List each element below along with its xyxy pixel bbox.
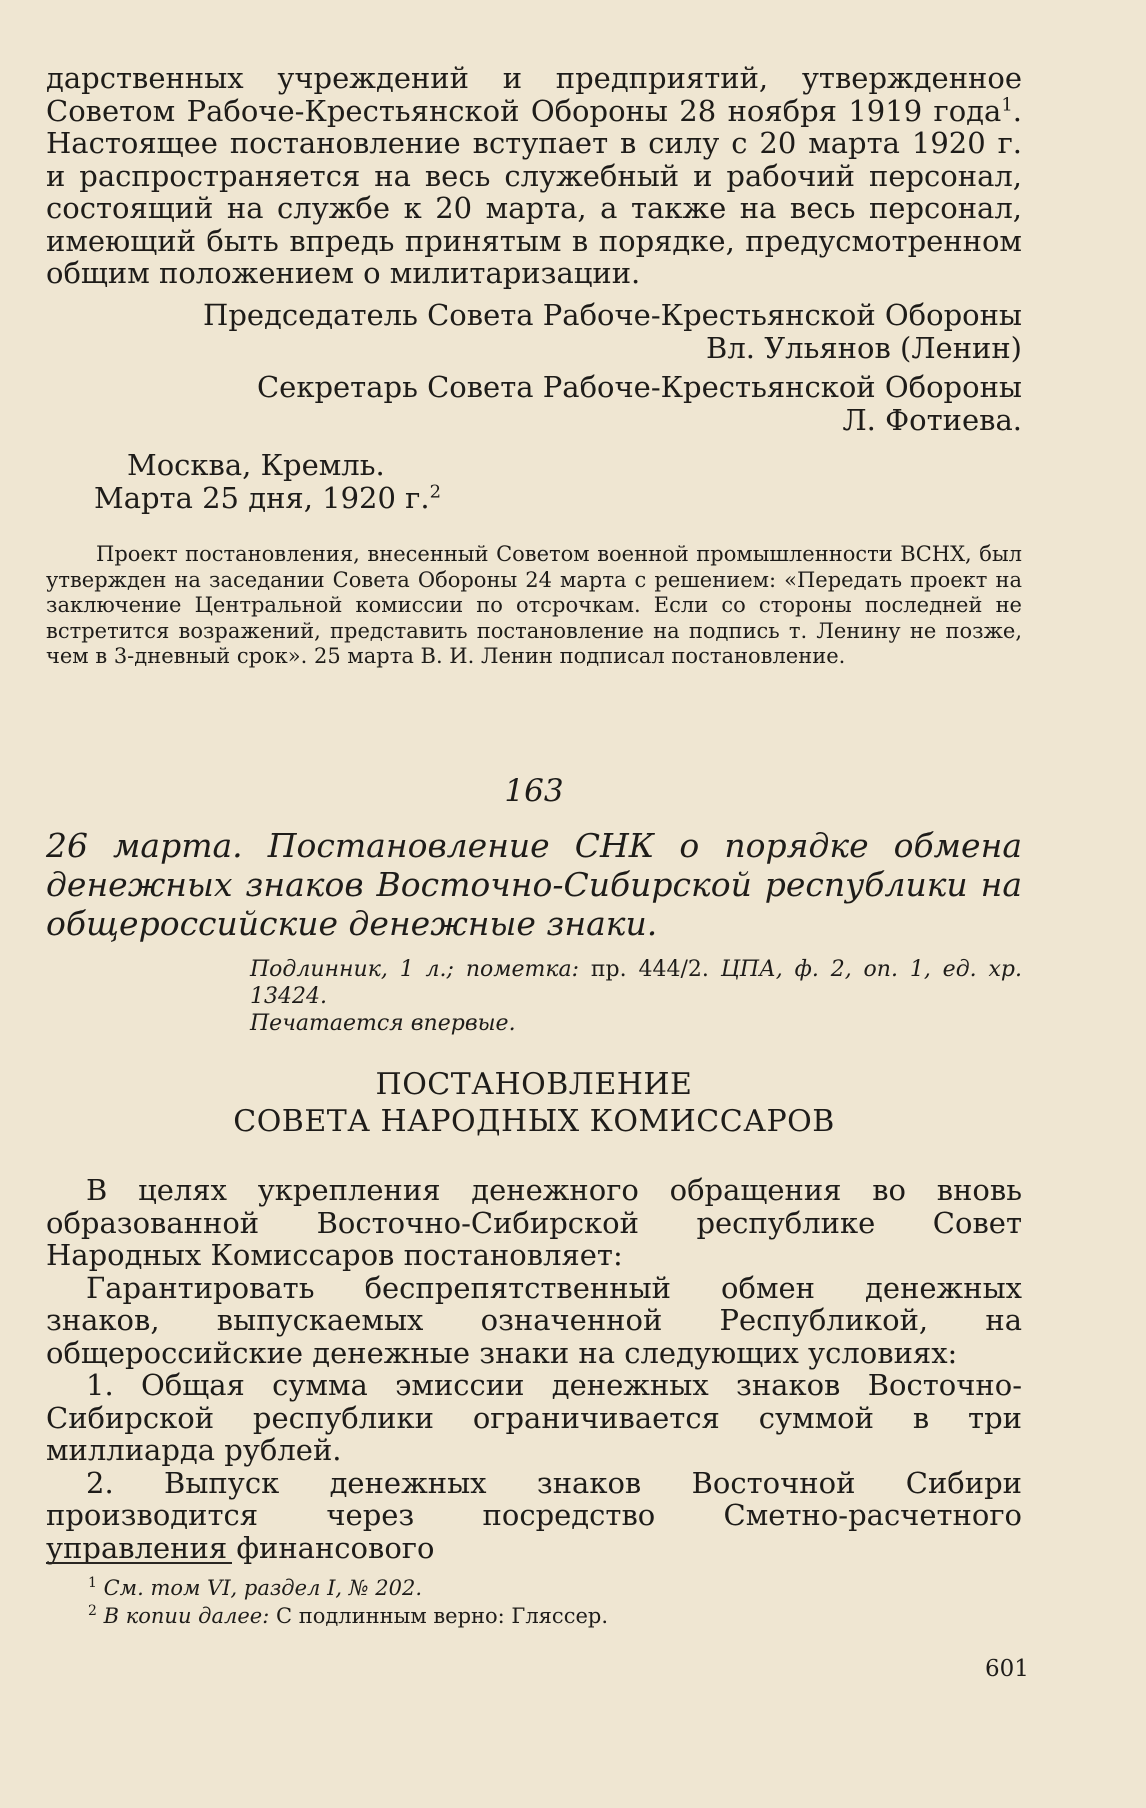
signatures <box>46 299 1022 437</box>
decree-paragraph: 1. Общая сумма эмиссии денежных знаков Восточно-Сибирской республики ограничивается суммой в три миллиарда рублей. <box>46 1368 1022 1467</box>
footnotes <box>88 1574 988 1630</box>
decree-title-line1: ПОСТАНОВЛЕНИЕ <box>375 1067 693 1102</box>
footnote-text: С подлинным верно: Гляссер. <box>275 1604 608 1628</box>
document-heading: 26 марта. Постановление СНК о порядке обмена денежных знаков Восточно-Сибирской республики на общероссийские денежные знаки. <box>46 826 1022 943</box>
paragraph-text: дарственных учреждений и предприятий, утвержденное Советом Рабоче-Крестьянской Обороны 28 ноября 1919 года <box>46 61 1022 128</box>
editorial-note-text: Проект постановления, внесенный Советом военной промышленности ВСНХ, был утвержден на заседании Совета Обороны 24 марта с решением: «Передать проект на заключение Центральной комиссии по отсрочкам. Если со стороны последней не встретится возражений, представить постановление на подпись т. Ленину не позже, чем в 3-дневный срок». 25 марта В. И. Ленин подписал постановление. <box>46 542 1022 668</box>
signature2-title: Секретарь Совета Рабоче-Крестьянской Обороны <box>256 370 1022 404</box>
place: Москва, Кремль. <box>127 448 385 482</box>
footnote-ref: 1 <box>1001 93 1013 115</box>
footnote-1 <box>88 1574 988 1602</box>
source-label: Подлинник, 1 л.; пометка: <box>250 957 580 982</box>
document-heading-block <box>46 826 1022 943</box>
document-number-block <box>46 773 1022 809</box>
editorial-note <box>46 542 1022 670</box>
footnote-text: См. том VI, раздел I, № 202. <box>103 1576 423 1600</box>
footnote-divider <box>46 1562 232 1564</box>
date: Марта 25 дня, 1920 г. <box>94 481 430 515</box>
first-published: Печатается впервые. <box>250 1011 516 1036</box>
source-mark: пр. 444/2. <box>590 957 709 982</box>
footnote-2 <box>88 1602 988 1630</box>
decree-paragraph: В целях укрепления денежного обращения во вновь образованной Восточно-Сибирской республике Совет Народных Комиссаров постановляет: <box>46 1173 1022 1272</box>
decree-title-line2: СОВЕТА НАРОДНЫХ КОМИССАРОВ <box>233 1104 835 1139</box>
paragraph-text-rest: . Настоящее постановление вступает в силу с 20 марта 1920 г. и распространяется на весь служебный и рабочий персонал, состоящий на службе к 20 марта, а также на весь персонал, имеющий быть впредь принятым в порядке, предусмотренном общим положением о милитаризации. <box>46 93 1022 290</box>
decree-body <box>46 1174 1022 1564</box>
footnote-mark: 1 <box>88 1575 97 1591</box>
page-number: 601 <box>985 1656 1029 1682</box>
decree-paragraph: Гарантировать беспрепятственный обмен денежных знаков, выпускаемых означенной Республикой, на общероссийские денежные знаки на следующих условиях: <box>46 1270 1022 1370</box>
date-line <box>94 482 441 515</box>
signature1-name: Вл. Ульянов (Ленин) <box>706 331 1022 365</box>
decree-title-block <box>46 1066 1022 1140</box>
footnote-italic: В копии далее: <box>103 1604 270 1628</box>
source-archive: ЦПА, ф. 2, оп. 1, ед. хр. 13424. <box>250 957 1022 1009</box>
decree-paragraph: 2. Выпуск денежных знаков Восточной Сибири производится через посредство Сметно-расчетного управления финансового <box>46 1465 1022 1565</box>
document-number: 163 <box>504 773 564 809</box>
source-block <box>250 956 1022 1037</box>
continued-paragraph <box>46 62 1022 290</box>
signature1-title: Председатель Совета Рабоче-Крестьянской Обороны <box>203 298 1022 332</box>
signature2-name: Л. Фотиева. <box>842 403 1022 437</box>
footnote-ref: 2 <box>429 481 442 503</box>
footnote-mark: 2 <box>88 1603 97 1619</box>
